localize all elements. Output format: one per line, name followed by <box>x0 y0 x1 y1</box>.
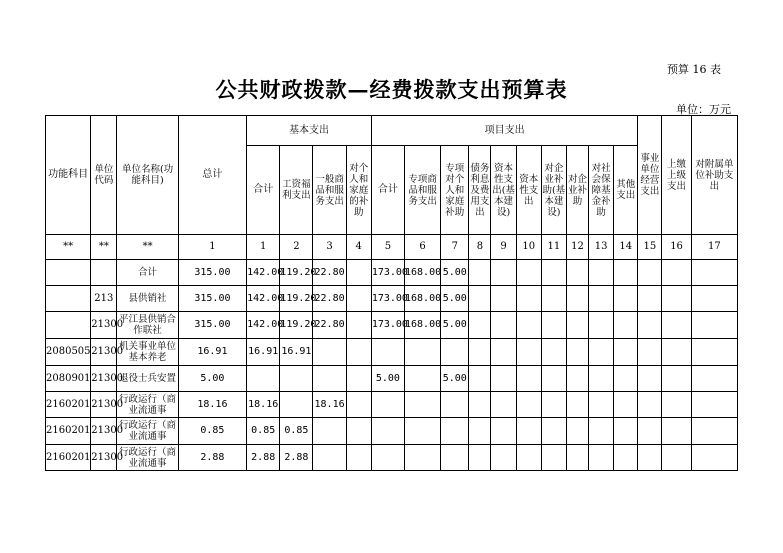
cell-total: 0.85 <box>178 418 246 445</box>
page-title: 公共财政拨款—经费拨款支出预算表 <box>215 77 568 102</box>
cell-empty <box>662 445 691 471</box>
cell-empty <box>491 445 516 471</box>
cell-empty <box>638 445 662 471</box>
cell-empty <box>614 312 638 339</box>
index-cell: 11 <box>541 235 566 260</box>
cell-total: 2.88 <box>178 445 246 471</box>
cell-empty <box>491 260 516 286</box>
cell-personal <box>346 392 371 418</box>
cell-name: 平江县供销合作联社 <box>117 312 178 339</box>
cell-goods <box>313 339 346 366</box>
cell-empty <box>589 418 614 445</box>
header-basic-total: 合计 <box>247 146 280 235</box>
cell-empty <box>691 366 737 392</box>
cell-name: 机关事业单位基本养老 <box>117 339 178 366</box>
cell-special-goods <box>405 418 441 445</box>
cell-basic-total: 0.85 <box>247 418 280 445</box>
cell-goods <box>313 418 346 445</box>
cell-personal <box>346 286 371 312</box>
index-cell: 1 <box>247 235 280 260</box>
header-capital: 资本性支出 <box>516 146 541 235</box>
cell-unit: 21300 <box>91 418 117 445</box>
table-row <box>46 260 738 286</box>
index-cell: 6 <box>405 235 441 260</box>
cell-empty <box>589 339 614 366</box>
cell-empty <box>541 312 566 339</box>
cell-empty <box>638 366 662 392</box>
cell-empty <box>691 312 737 339</box>
cell-special-personal <box>441 418 469 445</box>
header-proj-total: 合计 <box>371 146 404 235</box>
cell-empty <box>638 286 662 312</box>
cell-empty <box>491 366 516 392</box>
cell-wage: 0.85 <box>280 418 313 445</box>
cell-special-goods <box>405 392 441 418</box>
cell-basic-total: 142.00 <box>247 286 280 312</box>
cell-basic-total: 16.91 <box>247 339 280 366</box>
cell-empty <box>691 445 737 471</box>
cell-empty <box>541 286 566 312</box>
cell-empty <box>516 418 541 445</box>
cell-special-goods <box>405 339 441 366</box>
cell-goods <box>313 366 346 392</box>
cell-empty <box>662 312 691 339</box>
index-cell: 16 <box>662 235 691 260</box>
cell-total: 5.00 <box>178 366 246 392</box>
cell-empty <box>566 312 588 339</box>
cell-personal <box>346 339 371 366</box>
cell-proj-total <box>371 339 404 366</box>
cell-basic-total: 18.16 <box>247 392 280 418</box>
cell-goods: 22.80 <box>313 286 346 312</box>
cell-empty <box>491 286 516 312</box>
cell-special-personal: 5.00 <box>441 260 469 286</box>
cell-empty <box>638 260 662 286</box>
cell-empty <box>566 366 588 392</box>
cell-wage: 119.20 <box>280 312 313 339</box>
index-cell: 12 <box>566 235 588 260</box>
cell-name: 行政运行（商业流通事 <box>117 418 178 445</box>
header-project: 项目支出 <box>371 116 638 146</box>
cell-proj-total: 5.00 <box>371 366 404 392</box>
cell-proj-total: 173.00 <box>371 260 404 286</box>
cell-empty <box>662 339 691 366</box>
cell-wage: 119.20 <box>280 286 313 312</box>
cell-empty <box>566 418 588 445</box>
cell-name: 退役士兵安置 <box>117 366 178 392</box>
cell-special-personal <box>441 339 469 366</box>
cell-empty <box>566 445 588 471</box>
cell-wage: 2.88 <box>280 445 313 471</box>
cell-code: 2160201 <box>46 418 91 445</box>
cell-empty <box>638 312 662 339</box>
cell-goods: 22.80 <box>313 260 346 286</box>
cell-empty <box>516 312 541 339</box>
cell-total: 315.00 <box>178 260 246 286</box>
cell-personal <box>346 445 371 471</box>
cell-empty <box>662 286 691 312</box>
cell-empty <box>614 260 638 286</box>
index-cell: 3 <box>313 235 346 260</box>
cell-empty <box>589 366 614 392</box>
cell-empty <box>691 286 737 312</box>
cell-special-personal <box>441 392 469 418</box>
cell-unit: 21300 <box>91 312 117 339</box>
cell-unit: 213 <box>91 286 117 312</box>
cell-personal <box>346 312 371 339</box>
cell-empty <box>469 392 491 418</box>
cell-proj-total <box>371 445 404 471</box>
cell-empty <box>516 445 541 471</box>
cell-empty <box>469 418 491 445</box>
cell-empty <box>541 418 566 445</box>
cell-basic-total <box>247 366 280 392</box>
cell-special-personal <box>441 445 469 471</box>
cell-personal <box>346 418 371 445</box>
cell-basic-total: 2.88 <box>247 445 280 471</box>
cell-unit: 21300 <box>91 445 117 471</box>
cell-code: 2160201 <box>46 445 91 471</box>
header-enterprise-basic: 对企业补助(基本建设) <box>541 146 566 235</box>
cell-code: 2080505 <box>46 339 91 366</box>
cell-empty <box>691 260 737 286</box>
cell-personal <box>346 260 371 286</box>
index-cell: 14 <box>614 235 638 260</box>
cell-empty <box>541 366 566 392</box>
cell-empty <box>614 392 638 418</box>
cell-empty <box>469 260 491 286</box>
cell-empty <box>516 339 541 366</box>
cell-name: 行政运行（商业流通事 <box>117 445 178 471</box>
index-row <box>46 235 738 260</box>
cell-basic-total: 142.00 <box>247 312 280 339</box>
header-special-goods: 专项商品和服务支出 <box>405 146 441 235</box>
cell-empty <box>566 286 588 312</box>
table-row <box>46 339 738 366</box>
cell-empty <box>469 445 491 471</box>
cell-empty <box>691 392 737 418</box>
cell-special-personal: 5.00 <box>441 366 469 392</box>
cell-special-personal: 5.00 <box>441 286 469 312</box>
cell-empty <box>469 312 491 339</box>
header-business-op: 事业单位经营支出 <box>638 116 662 235</box>
index-cell: 4 <box>346 235 371 260</box>
cell-empty <box>691 339 737 366</box>
table-row <box>46 286 738 312</box>
cell-total: 315.00 <box>178 312 246 339</box>
header-func-subject: 功能科目 <box>46 116 91 235</box>
cell-empty <box>491 339 516 366</box>
cell-empty <box>614 366 638 392</box>
header-unit-name: 单位名称(功能科目) <box>117 116 178 235</box>
cell-total: 315.00 <box>178 286 246 312</box>
header-capital-basic: 资本性支出(基本建设) <box>491 146 516 235</box>
cell-code <box>46 260 91 286</box>
cell-special-personal: 5.00 <box>441 312 469 339</box>
header-enterprise: 对企业补助 <box>566 146 588 235</box>
cell-empty <box>589 445 614 471</box>
index-cell: ** <box>117 235 178 260</box>
header-unit-code: 单位代码 <box>91 116 117 235</box>
cell-empty <box>541 339 566 366</box>
cell-special-goods <box>405 445 441 471</box>
cell-empty <box>638 418 662 445</box>
header-goods-services: 一般商品和服务支出 <box>313 146 346 235</box>
cell-empty <box>516 260 541 286</box>
cell-empty <box>589 312 614 339</box>
cell-empty <box>589 260 614 286</box>
table-row <box>46 392 738 418</box>
table-row <box>46 312 738 339</box>
cell-empty <box>566 260 588 286</box>
cell-personal <box>346 366 371 392</box>
cell-special-goods: 168.00 <box>405 286 441 312</box>
index-cell: 17 <box>691 235 737 260</box>
cell-code <box>46 312 91 339</box>
cell-empty <box>662 260 691 286</box>
cell-proj-total: 173.00 <box>371 286 404 312</box>
cell-wage <box>280 392 313 418</box>
cell-special-goods: 168.00 <box>405 260 441 286</box>
index-cell: 1 <box>178 235 246 260</box>
cell-empty <box>662 418 691 445</box>
cell-empty <box>541 260 566 286</box>
index-cell: 8 <box>469 235 491 260</box>
header-wage-welfare: 工资福利支出 <box>280 146 313 235</box>
cell-unit: 21300 <box>91 339 117 366</box>
cell-empty <box>469 286 491 312</box>
index-cell: 5 <box>371 235 404 260</box>
cell-empty <box>614 339 638 366</box>
cell-goods: 18.16 <box>313 392 346 418</box>
table-number: 预算 16 表 <box>667 63 721 76</box>
cell-empty <box>614 445 638 471</box>
cell-total: 18.16 <box>178 392 246 418</box>
header-special-personal: 专项对个人和家庭补助 <box>441 146 469 235</box>
cell-empty <box>566 392 588 418</box>
header-total: 总计 <box>178 116 246 235</box>
cell-empty <box>662 366 691 392</box>
cell-wage <box>280 366 313 392</box>
header-upper-subsidy: 上缴上级支出 <box>662 116 691 235</box>
cell-empty <box>638 392 662 418</box>
cell-empty <box>589 286 614 312</box>
cell-empty <box>614 418 638 445</box>
cell-empty <box>541 392 566 418</box>
cell-empty <box>638 339 662 366</box>
cell-empty <box>469 339 491 366</box>
header-other: 其他支出 <box>614 146 638 235</box>
cell-empty <box>662 392 691 418</box>
cell-special-goods: 168.00 <box>405 312 441 339</box>
index-cell: 13 <box>589 235 614 260</box>
cell-empty <box>491 392 516 418</box>
header-basic: 基本支出 <box>247 116 372 146</box>
cell-special-goods <box>405 366 441 392</box>
index-cell: 9 <box>491 235 516 260</box>
cell-empty <box>516 286 541 312</box>
cell-wage: 119.20 <box>280 260 313 286</box>
cell-proj-total <box>371 392 404 418</box>
cell-unit <box>91 260 117 286</box>
cell-wage: 16.91 <box>280 339 313 366</box>
cell-empty <box>614 286 638 312</box>
cell-proj-total: 173.00 <box>371 312 404 339</box>
cell-empty <box>491 312 516 339</box>
index-cell: 10 <box>516 235 541 260</box>
unit-label: 单位：万元 <box>676 103 731 116</box>
cell-proj-total <box>371 418 404 445</box>
cell-name: 县供销社 <box>117 286 178 312</box>
budget-table <box>45 115 738 471</box>
cell-empty <box>691 418 737 445</box>
header-social-security: 对社会保障基金补助 <box>589 146 614 235</box>
index-cell: 2 <box>280 235 313 260</box>
cell-empty <box>491 418 516 445</box>
table-row <box>46 445 738 471</box>
index-cell: 15 <box>638 235 662 260</box>
cell-name: 合计 <box>117 260 178 286</box>
index-cell: ** <box>46 235 91 260</box>
cell-name: 行政运行（商业流通事 <box>117 392 178 418</box>
index-cell: ** <box>91 235 117 260</box>
cell-unit: 21300 <box>91 366 117 392</box>
table-row <box>46 366 738 392</box>
cell-empty <box>566 339 588 366</box>
cell-code <box>46 286 91 312</box>
cell-empty <box>541 445 566 471</box>
cell-basic-total: 142.00 <box>247 260 280 286</box>
index-cell: 7 <box>441 235 469 260</box>
cell-empty <box>516 366 541 392</box>
cell-code: 2160201 <box>46 392 91 418</box>
cell-goods: 22.80 <box>313 312 346 339</box>
header-personal-family: 对个人和家庭的补助 <box>346 146 371 235</box>
header-affiliated-subsidy: 对附属单位补助支出 <box>691 116 737 235</box>
cell-total: 16.91 <box>178 339 246 366</box>
cell-empty <box>516 392 541 418</box>
cell-unit: 21300 <box>91 392 117 418</box>
header-debt-interest: 债务利息及费用支出 <box>469 146 491 235</box>
table-row <box>46 418 738 445</box>
cell-code: 2080901 <box>46 366 91 392</box>
cell-empty <box>589 392 614 418</box>
cell-empty <box>469 366 491 392</box>
cell-goods <box>313 445 346 471</box>
